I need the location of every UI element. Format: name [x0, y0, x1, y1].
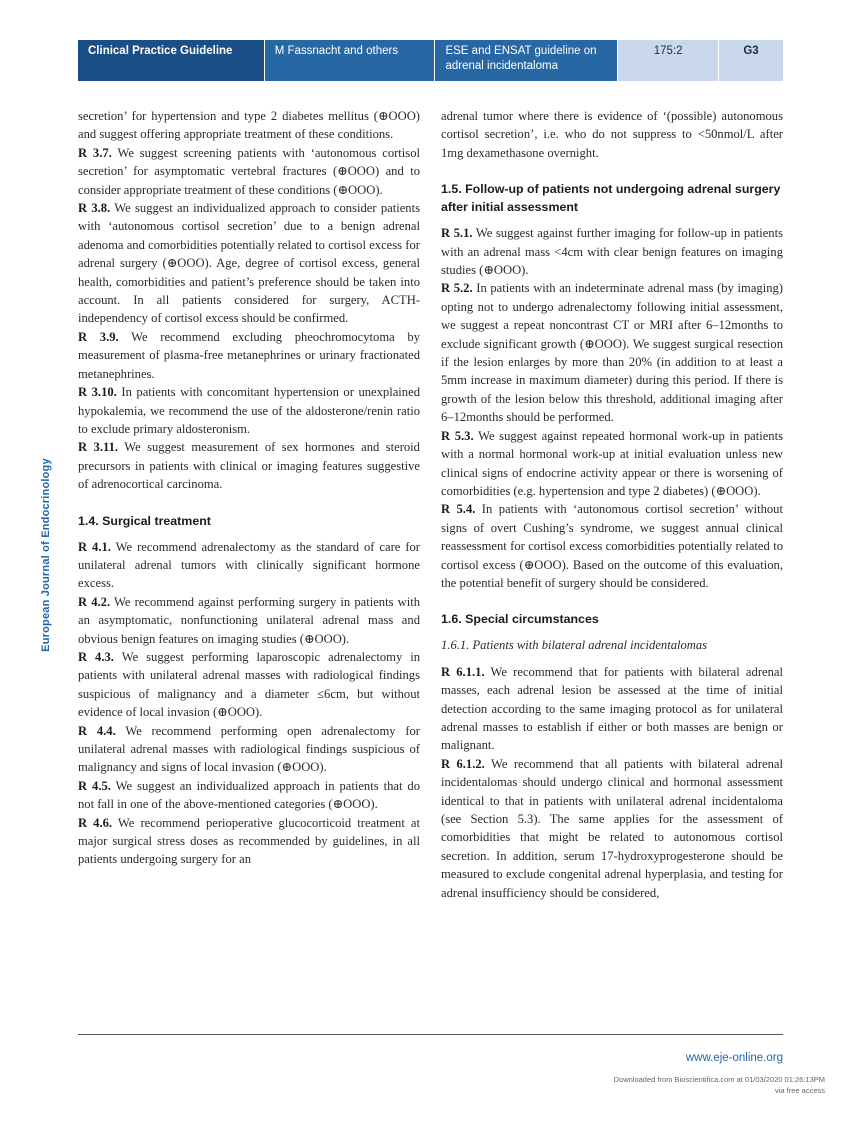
recommendation-5-2 — [441, 279, 783, 426]
rec-text: We suggest screening patients with ‘autonomous cortisol secretion’ for asymptomatic vertebral fractures (⊕OOO) and to consider appropriate treatment of these conditions (⊕OOO). — [78, 145, 421, 197]
rec-text: In patients with ‘autonomous cortisol secretion’ without signs of overt Cushing’s syndrome, we suggest annual clinical reassessment for cortisol excess comorbidities potentially related to cortisol excess (⊕OOO). Based on the outcome of this evaluation, the potential benefit of surgery should be considered. — [441, 502, 783, 590]
rec-label: R 5.2. — [441, 281, 473, 296]
rec-text: We recommend that for patients with bilateral adrenal masses, each adrenal lesion be assessed at the time of initial detection according to the same imaging protocol as for unilateral adrenal masses to establish if either or both masses are benign or malignant. — [441, 664, 783, 753]
recommendation-4-3 — [78, 648, 420, 722]
running-header — [78, 40, 783, 81]
rec-label: R 4.6. — [78, 815, 113, 830]
download-timestamp: Downloaded from Bioscientifica.com at 01/03/2020 01:26:13PM — [613, 1075, 825, 1084]
rec-label: R 5.4. — [441, 502, 476, 517]
rec-label: R 3.10. — [78, 385, 117, 400]
rec-text: In patients with concomitant hypertension or unexplained hypokalemia, we recommend the use of the aldosterone/renin ratio to exclude primary aldosteronism. — [78, 385, 420, 436]
rec-label: R 3.8. — [78, 201, 111, 216]
recommendation-5-3 — [441, 427, 783, 501]
continued-paragraph: adrenal tumor where there is evidence of ‘(possible) autonomous cortisol secretion’, i.e. who do not suppress to <50nmol/L after 1mg dexamethasone overnight. — [441, 109, 783, 160]
journal-sidebar — [38, 460, 54, 650]
rec-label: R 3.9. — [78, 329, 119, 344]
recommendation-6-1-2 — [441, 755, 783, 902]
rec-text: We suggest an individualized approach in patients that do not fall in one of the above-mentioned categories (⊕OOO). — [78, 778, 420, 812]
download-notice — [614, 1074, 825, 1096]
recommendation-3-7 — [78, 144, 420, 199]
recommendation-4-4 — [78, 722, 420, 777]
right-column — [441, 107, 783, 902]
rec-label: R 3.11. — [78, 440, 119, 455]
rec-label: R 4.4. — [78, 723, 116, 738]
recommendation-3-10 — [78, 383, 420, 438]
recommendation-4-5 — [78, 777, 420, 814]
recommendation-4-6 — [78, 814, 420, 869]
rec-label: R 6.1.2. — [441, 756, 485, 771]
section-heading-1-5: 1.5. Follow-up of patients not undergoing adrenal surgery after initial assessment — [441, 182, 781, 215]
rec-text: We suggest against further imaging for follow-up in patients with an adrenal mass <4cm with clear benign features on imaging studies (⊕OOO). — [441, 226, 783, 278]
recommendation-4-1 — [78, 538, 420, 593]
rec-text: We recommend perioperative glucocorticoid treatment at major surgical stress doses as recommended by guidelines, in all patients undergoing surgery for an — [78, 815, 421, 867]
header-short-title: ESE and ENSAT guideline on adrenal incidentaloma — [435, 40, 617, 81]
rec-text: We suggest an individualized approach to consider patients with ‘autonomous cortisol secretion’ due to a benign adrenal adenoma and comorbidities potentially related to cortisol excess for adrenal surgery (⊕OOO). Age, degree of cortisol excess, general health, comorbidities and patient’s preference should be taken into account. In all patients considered for surgery, ACTH-independency of cortisol excess should be confirmed. — [78, 201, 420, 326]
rec-label: R 4.2. — [78, 594, 111, 609]
rec-text: We recommend adrenalectomy as the standard of care for unilateral adrenal tumors with clinically significant hormone excess. — [78, 539, 420, 591]
subsection-heading-1-6-1: 1.6.1. Patients with bilateral adrenal incidentalomas — [441, 638, 708, 653]
rec-text: In patients with an indeterminate adrenal mass (by imaging) opting not to undergo adrenalectomy following initial assessment, we suggest a repeat noncontrast CT or MRI after 6–12months to exclude significant growth (⊕OOO). We suggest surgical resection if the lesion enlarges by more than 20% (in addition to at least a 5mm increase in maximum diameter) during this period. If there is growth of the lesion below this threshold, additional imaging after 6–12months should be performed. — [441, 281, 783, 425]
rec-label: R 5.1. — [441, 226, 473, 241]
journal-url-link[interactable]: www.eje-online.org — [685, 1052, 783, 1064]
rec-label: R 3.7. — [78, 145, 112, 160]
header-article-type: Clinical Practice Guideline — [78, 40, 264, 81]
recommendation-3-8 — [78, 199, 420, 328]
recommendation-3-9 — [78, 328, 420, 383]
header-page-number: G3 — [719, 40, 783, 81]
recommendation-6-1-1 — [441, 663, 783, 755]
continued-paragraph: secretion’ for hypertension and type 2 diabetes mellitus (⊕OOO) and suggest offering appropriate treatment of these conditions. — [78, 109, 420, 142]
rec-text: We suggest measurement of sex hormones and steroid precursors in patients with clinical or imaging features suggestive of adrenocortical carcinoma. — [78, 440, 420, 492]
header-volume: 175:2 — [618, 40, 718, 81]
rec-label: R 4.3. — [78, 649, 114, 664]
rec-text: We suggest performing laparoscopic adrenalectomy in patients with unilateral adrenal masses with radiological findings suspicious of malignancy and a diameter ≤6cm, but without evidence of local invasion (⊕OOO). — [78, 649, 421, 720]
recommendation-5-4 — [441, 500, 783, 592]
left-column — [78, 107, 420, 869]
rec-label: R 4.5. — [78, 778, 111, 793]
rec-text: We recommend that all patients with bilateral adrenal incidentalomas should undergo clinical and hormonal assessment identical to that in patients with unilateral adrenal incidentaloma (see Section 5.3). The same applies for the assessment of comorbidities that might be related to autonomous cortisol secretion. In addition, serum 17-hydroxyprogesterone should be measured to exclude congenital adrenal hyperplasia, and testing for adrenal insufficiency should be considered, — [441, 756, 783, 900]
section-heading-1-6: 1.6. Special circumstances — [441, 612, 599, 627]
rec-text: We recommend excluding pheochromocytoma by measurement of plasma-free metanephrines or urinary fractionated metanephrines. — [78, 329, 421, 381]
rec-text: We suggest against repeated hormonal work-up in patients with a normal hormonal work-up at initial evaluation unless new clinical signs of endocrine activity appear or there is worsening of comorbidities (e.g. hypertension and type 2 diabetes) (⊕OOO). — [441, 428, 784, 498]
footer-divider — [78, 1034, 783, 1035]
header-authors: M Fassnacht and others — [265, 40, 435, 81]
rec-text: We recommend performing open adrenalectomy for unilateral adrenal masses with radiological findings suspicious of malignancy and signs of local invasion (⊕OOO). — [78, 723, 421, 775]
rec-text: We recommend against performing surgery in patients with an asymptomatic, nonfunctioning unilateral adrenal mass and obvious benign features on imaging studies (⊕OOO). — [78, 594, 420, 646]
recommendation-4-2 — [78, 593, 420, 648]
access-note: via free access — [774, 1086, 825, 1095]
rec-label: R 5.3. — [441, 428, 474, 443]
section-heading-1-4: 1.4. Surgical treatment — [78, 513, 211, 528]
journal-name-vertical: European Journal of Endocrinology — [40, 458, 52, 652]
recommendation-3-11 — [78, 438, 420, 493]
recommendation-5-1 — [441, 224, 783, 279]
rec-label: R 6.1.1. — [441, 664, 485, 679]
rec-label: R 4.1. — [78, 539, 111, 554]
